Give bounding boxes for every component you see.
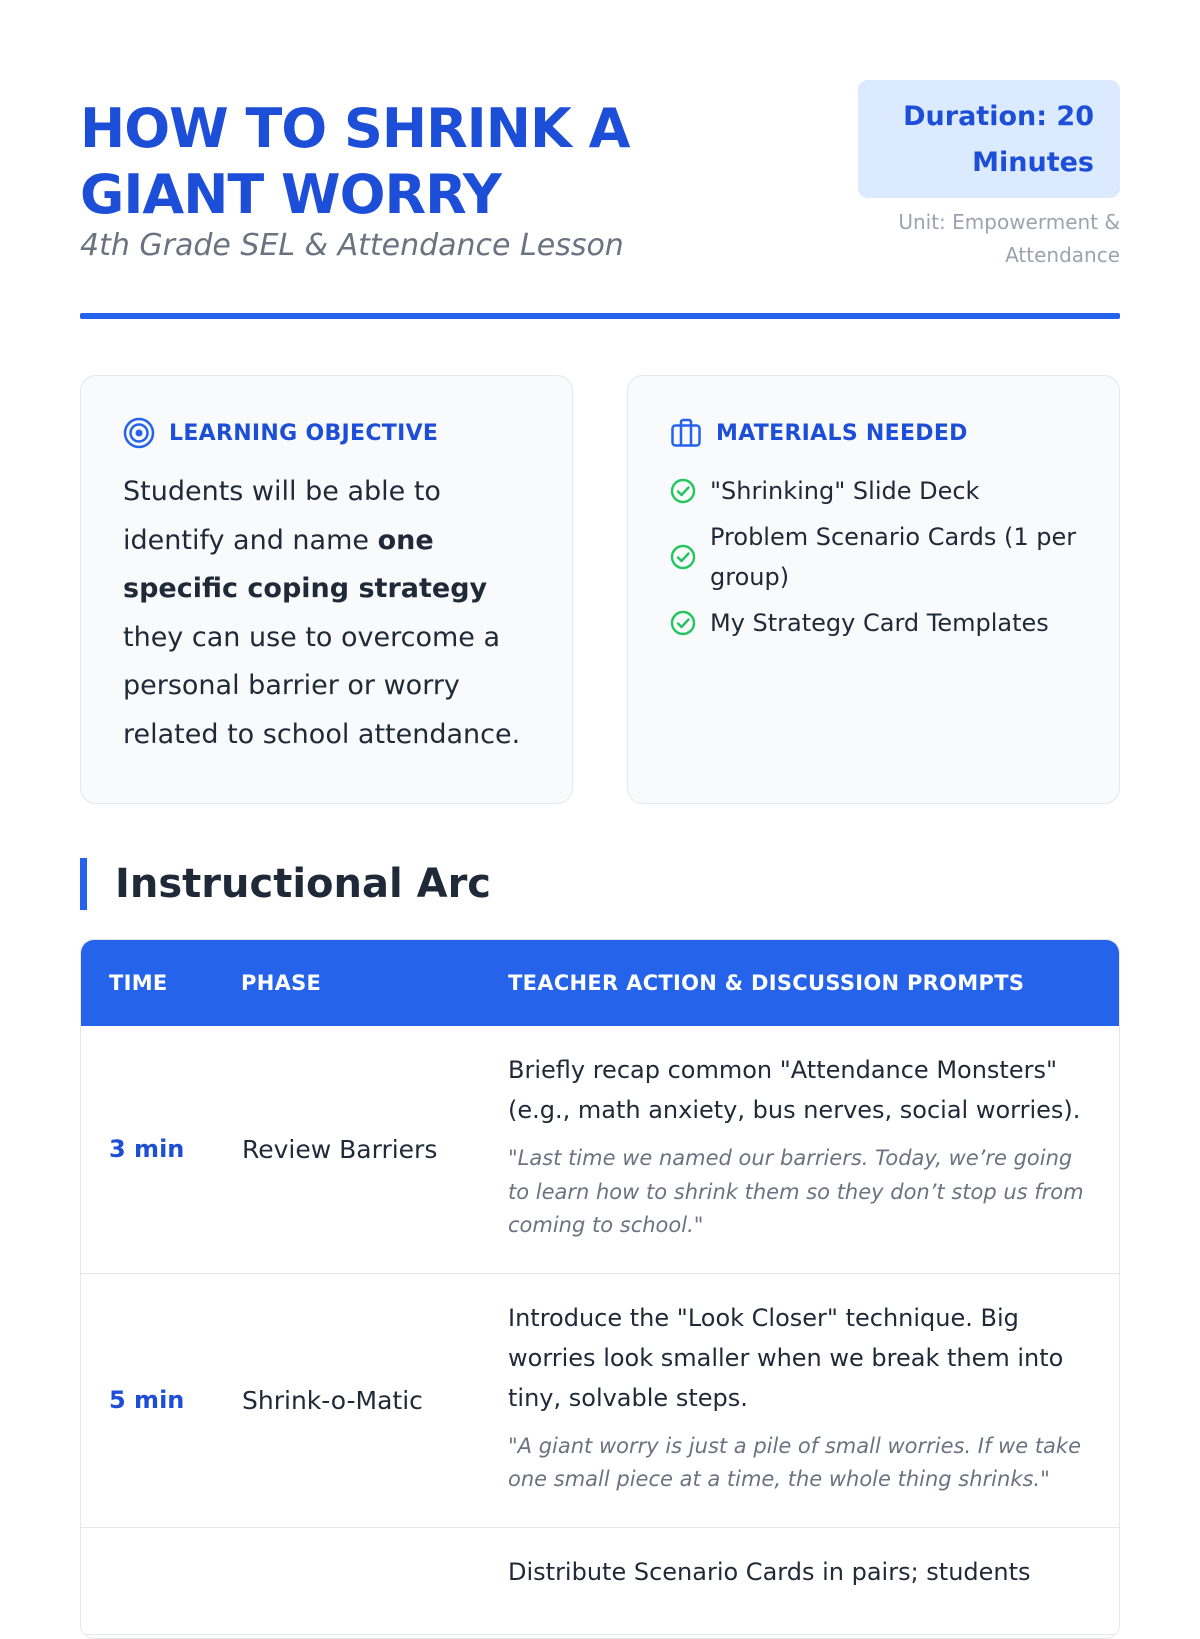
- table-row: [81, 1527, 1119, 1634]
- materials-card: [627, 375, 1120, 804]
- objective-heading: [123, 416, 438, 450]
- row-action-cell: [508, 1026, 1119, 1273]
- objective-text-bold: one specific coping strategy: [123, 524, 488, 604]
- row-time: 5 min: [81, 1273, 241, 1527]
- header-divider: [80, 313, 1120, 319]
- row-action-cell: [508, 1273, 1119, 1527]
- unit-label: Unit: Empowerment & Attendance: [898, 210, 1120, 267]
- material-label: My Strategy Card Templates: [710, 609, 1049, 637]
- material-label: Problem Scenario Cards (1 per group): [710, 523, 1077, 591]
- row-phase: Review Barriers: [241, 1026, 508, 1273]
- objective-card: [80, 375, 573, 804]
- duration-badge: Duration: 20 Minutes: [858, 80, 1120, 198]
- materials-heading-label: MATERIALS NEEDED: [716, 420, 968, 446]
- lesson-header: [80, 80, 1120, 320]
- teacher-action: Distribute Scenario Cards in pairs; students: [508, 1557, 1031, 1586]
- check-circle-icon: [670, 544, 696, 570]
- discussion-prompt: "A giant worry is just a pile of small worries. If we take one small piece at a time, the whole thing shrinks.": [508, 1433, 1082, 1491]
- column-header-action: TEACHER ACTION & DISCUSSION PROMPTS: [508, 940, 1119, 1026]
- teacher-action: Introduce the "Look Closer" technique. Big worries look smaller when we break them into tiny, solvable steps.: [508, 1303, 1064, 1412]
- row-phase: Shrink-o-Matic: [241, 1273, 508, 1527]
- row-time: 3 min: [81, 1026, 241, 1273]
- discussion-prompt: "Last time we named our barriers. Today, we’re going to learn how to shrink them so they don’t stop us from coming to school.": [508, 1146, 1084, 1237]
- instructional-arc-table: [80, 939, 1120, 1639]
- target-icon: [123, 417, 155, 449]
- list-item: [670, 603, 1090, 643]
- page-title: HOW TO SHRINK A GIANT WORRY: [80, 97, 630, 226]
- material-label: "Shrinking" Slide Deck: [710, 477, 980, 505]
- page-subtitle: 4th Grade SEL & Attendance Lesson: [80, 228, 624, 263]
- column-header-phase: PHASE: [241, 940, 508, 1026]
- materials-heading: [670, 416, 968, 450]
- teacher-action: Briefly recap common "Attendance Monsters" (e.g., math anxiety, bus nerves, social worries).: [508, 1056, 1081, 1124]
- list-item: [670, 471, 1090, 511]
- row-action-cell: [508, 1527, 1119, 1634]
- row-time: [81, 1527, 241, 1634]
- table-header-row: [81, 940, 1119, 1026]
- row-phase: [241, 1527, 508, 1634]
- objective-heading-label: LEARNING OBJECTIVE: [169, 420, 439, 446]
- check-circle-icon: [670, 478, 696, 504]
- column-header-time: TIME: [81, 940, 241, 1026]
- list-item: [670, 517, 1090, 597]
- objective-text: [123, 468, 533, 759]
- objective-text-start: Students will be able to identify and name: [123, 476, 441, 556]
- materials-list: [670, 471, 1090, 649]
- briefcase-icon: [670, 417, 702, 449]
- table-row: [81, 1273, 1119, 1527]
- objective-text-end: they can use to overcome a personal barrier or worry related to school attendance.: [123, 621, 521, 750]
- table-row: [81, 1026, 1119, 1273]
- section-title: Instructional Arc: [80, 858, 491, 910]
- check-circle-icon: [670, 610, 696, 636]
